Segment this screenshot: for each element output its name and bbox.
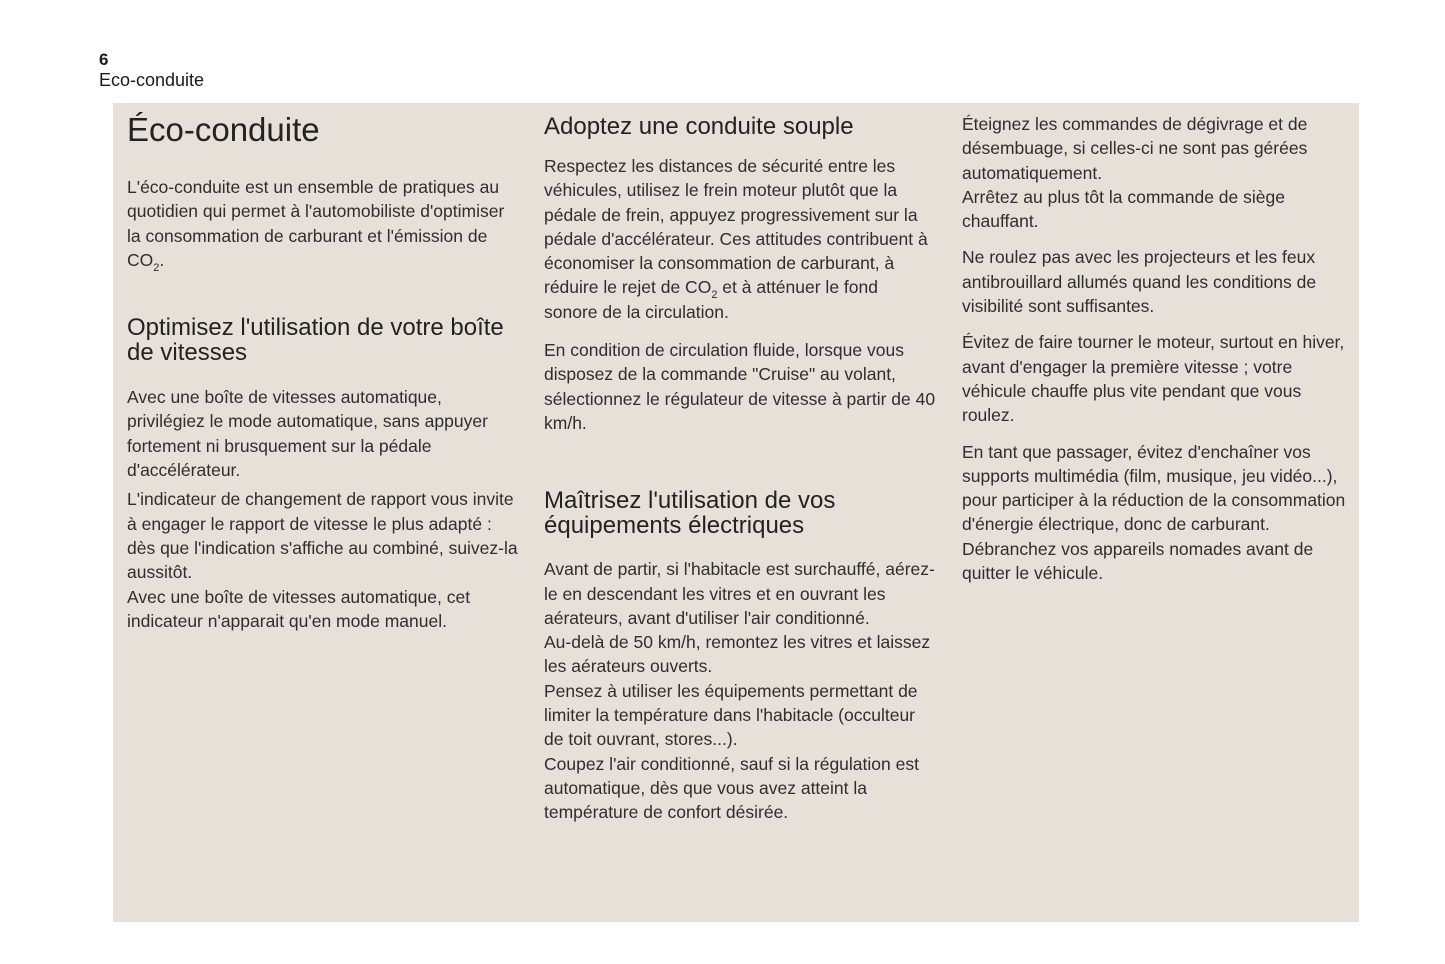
- electrical-paragraph-4: Coupez l'air conditionné, sauf si la régulation est automatique, dès que vous avez atteint la température de confort désirée.: [544, 753, 919, 823]
- co2-subscript: 2: [153, 261, 160, 274]
- intro-paragraph: [127, 175, 522, 272]
- electrical-paragraph-1: Avant de partir, si l'habitacle est surchauffé, aérez-le en descendant les vitres et en ouvrant les aérateurs, avant d'utiliser l'air conditionné.: [544, 559, 935, 628]
- smooth-paragraph-1: [544, 154, 936, 324]
- gearbox-paragraph-3: Avec une boîte de vitesses automatique, cet indicateur n'apparait qu'en mode manuel.: [127, 586, 471, 631]
- page-header: [99, 50, 204, 91]
- tip-paragraph-6: Débranchez vos appareils nomades avant de quitter le véhicule.: [962, 538, 1314, 584]
- column-1: [127, 103, 522, 633]
- column-2: [544, 103, 936, 825]
- content-panel: [113, 103, 1359, 922]
- smooth-text-b: et à atténuer le fond sonore de la circulation.: [544, 277, 878, 322]
- electrical-paragraph-2: Au-delà de 50 km/h, remontez les vitres et laissez les aérateurs ouverts.: [544, 632, 931, 677]
- page-title: Éco-conduite: [127, 111, 320, 148]
- smooth-paragraph-2: En condition de circulation fluide, lorsque vous disposez de la commande "Cruise" au volant, sélectionnez le régulateur de vitesse à partir de 40 km/h.: [544, 340, 936, 433]
- intro-end: .: [159, 249, 165, 270]
- electrical-paragraph-3: Pensez à utiliser les équipements permettant de limiter la température dans l'habitacle (occulteur de toit ouvrant, stores...).: [544, 680, 918, 750]
- tip-paragraph-5: En tant que passager, évitez d'enchaîner vos supports multimédia (film, musique, jeu vidéo...), pour participer à la réduction de la consommation d'énergie électrique, donc de carburant.: [962, 441, 1346, 535]
- tip-paragraph-3: Ne roulez pas avec les projecteurs et les feux antibrouillard allumés quand les conditions de visibilité sont suffisantes.: [962, 247, 1317, 317]
- tip-paragraph-4: Évitez de faire tourner le moteur, surtout en hiver, avant d'engager la première vitesse ; votre véhicule chauffe plus vite pendant que vous roulez.: [962, 332, 1345, 426]
- intro-text: L'éco-conduite est un ensemble de pratiques au quotidien qui permet à l'automobiliste d'optimiser la consommation de carburant et l'émission de CO: [127, 177, 505, 270]
- gearbox-paragraph-2: L'indicateur de changement de rapport vous invite à engager le rapport de vitesse le plus adapté : dès que l'indication s'affiche au combiné, suivez-la aussitôt.: [127, 489, 518, 583]
- heading-gearbox: Optimisez l'utilisation de votre boîte de vitesses: [127, 314, 504, 367]
- tip-paragraph-1: Éteignez les commandes de dégivrage et de désembuage, si celles-ci ne sont pas gérées automatiquement.: [962, 114, 1308, 183]
- co2-subscript: 2: [711, 289, 718, 302]
- heading-electrical: Maîtrisez l'utilisation de vos équipements électriques: [544, 487, 836, 540]
- section-label: Eco-conduite: [99, 70, 205, 90]
- heading-smooth-driving: Adoptez une conduite souple: [544, 113, 854, 140]
- gearbox-paragraph-1: Avec une boîte de vitesses automatique, privilégiez le mode automatique, sans appuyer fortement ni brusquement sur la pédale d'accélérateur.: [127, 387, 488, 481]
- column-3: [962, 103, 1350, 585]
- tip-paragraph-2: Arrêtez au plus tôt la commande de siège chauffant.: [962, 186, 1285, 232]
- page-number: 6: [99, 50, 109, 69]
- smooth-text-a: Respectez les distances de sécurité entre les véhicules, utilisez le frein moteur plutôt que la pédale de frein, appuyez progressivement sur la pédale d'accélérateur. Ces attitudes contribuent à économiser la consommation de carburant, à réduire le rejet de CO: [544, 156, 928, 298]
